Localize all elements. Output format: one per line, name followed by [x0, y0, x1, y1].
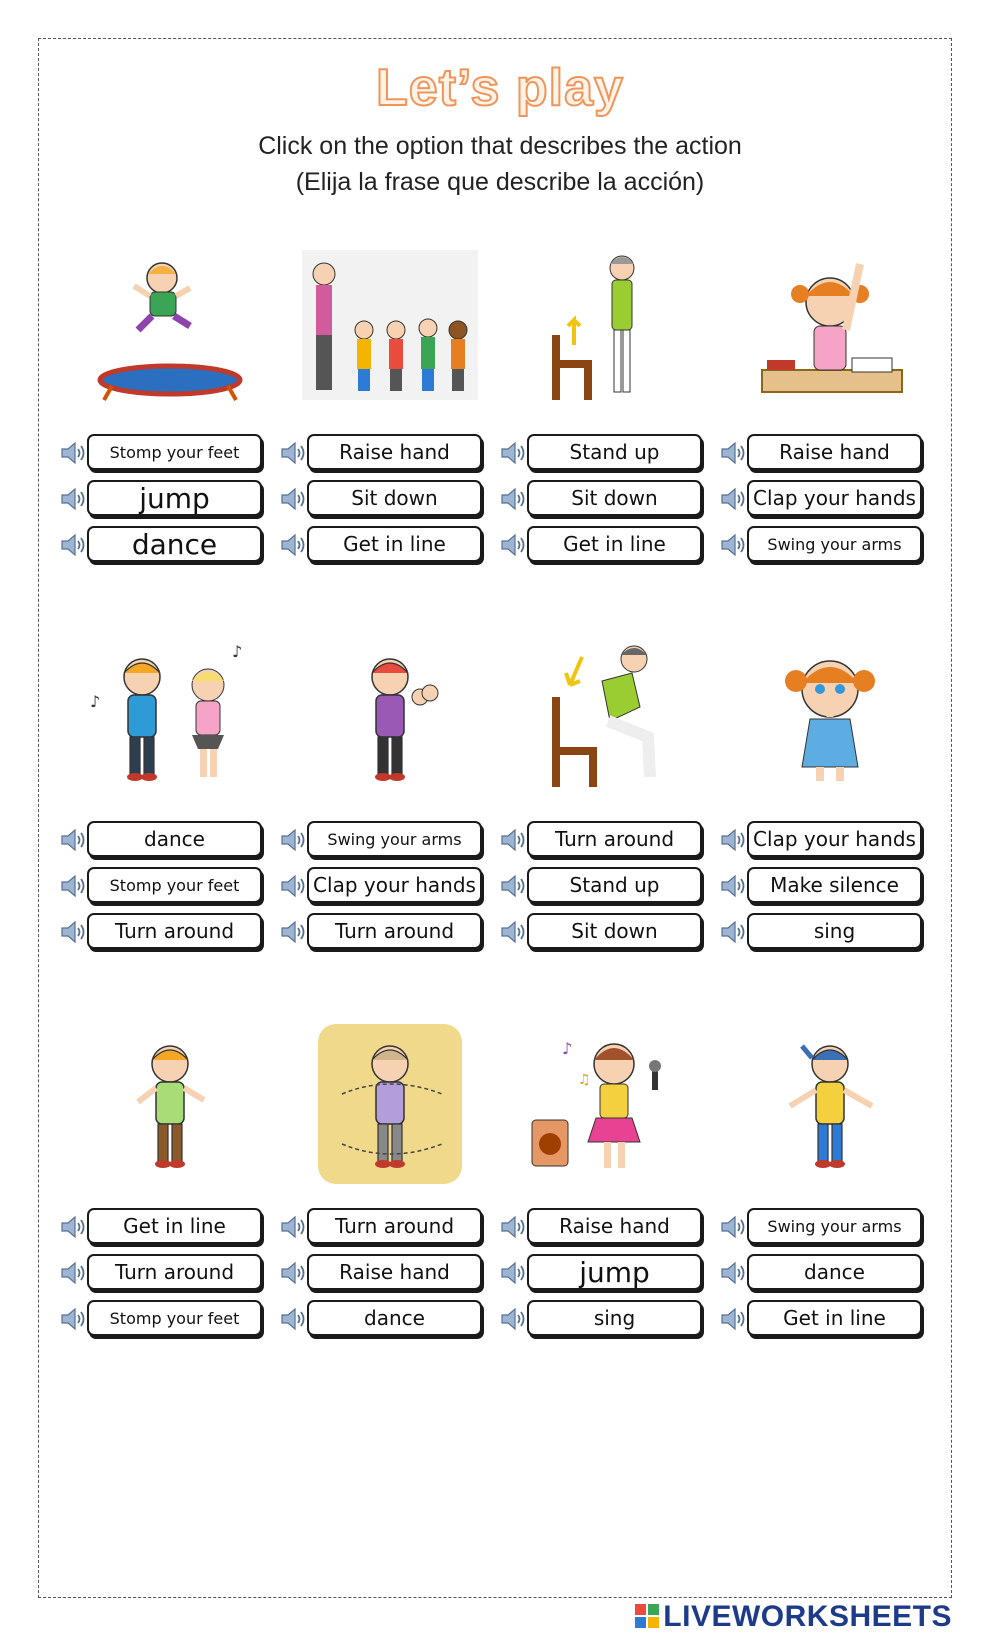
speaker-icon[interactable]	[720, 1260, 750, 1286]
speaker-icon[interactable]	[60, 532, 90, 558]
speaker-icon[interactable]	[720, 873, 750, 899]
speaker-icon[interactable]	[720, 919, 750, 945]
speaker-icon[interactable]	[720, 1306, 750, 1332]
answer-option-button[interactable]: Get in line	[527, 526, 702, 562]
speaker-icon[interactable]	[280, 919, 310, 945]
answer-option-button[interactable]: Swing your arms	[307, 821, 482, 857]
exercise-card	[60, 250, 280, 637]
answer-option-button[interactable]: Get in line	[747, 1300, 922, 1336]
svg-text:♫: ♫	[578, 1072, 591, 1088]
answer-option	[720, 478, 932, 524]
answer-option	[280, 1252, 492, 1298]
answer-option-button[interactable]: Raise hand	[307, 434, 482, 470]
man-sitting-down-illustration	[522, 637, 698, 797]
answer-option	[280, 432, 492, 478]
exercise-card	[60, 1024, 280, 1411]
speaker-icon[interactable]	[500, 873, 530, 899]
girl-raising-hand-illustration	[742, 250, 918, 410]
speaker-icon[interactable]	[720, 440, 750, 466]
answer-option-button[interactable]: dance	[307, 1300, 482, 1336]
answer-option-button[interactable]: Stomp your feet	[87, 867, 262, 903]
answer-option	[280, 819, 492, 865]
answer-options	[500, 1206, 712, 1344]
answer-option-button[interactable]: dance	[87, 821, 262, 857]
footer-brand	[634, 1600, 952, 1634]
answer-option	[720, 1298, 932, 1344]
speaker-icon[interactable]	[60, 919, 90, 945]
speaker-icon[interactable]	[500, 486, 530, 512]
exercise-card	[720, 1024, 940, 1411]
speaker-icon[interactable]	[500, 827, 530, 853]
answer-option-button[interactable]: Stomp your feet	[87, 434, 262, 470]
answer-option-button[interactable]: Clap your hands	[307, 867, 482, 903]
answer-option	[500, 432, 712, 478]
answer-options	[280, 432, 492, 570]
answer-option	[280, 1298, 492, 1344]
answer-option-button[interactable]: Sit down	[527, 913, 702, 949]
svg-text:♪: ♪	[90, 692, 101, 711]
girl-singing-illustration	[522, 1024, 698, 1184]
speaker-icon[interactable]	[60, 1214, 90, 1240]
answer-option-button[interactable]: Clap your hands	[747, 821, 922, 857]
answer-option-button[interactable]: Make silence	[747, 867, 922, 903]
answer-option	[500, 819, 712, 865]
children-dancing-illustration	[82, 637, 258, 797]
svg-text:♪: ♪	[232, 642, 243, 661]
exercise-card	[720, 637, 940, 1024]
speaker-icon[interactable]	[280, 1306, 310, 1332]
answer-option	[500, 524, 712, 570]
speaker-icon[interactable]	[280, 1214, 310, 1240]
answer-option	[60, 432, 272, 478]
answer-option	[720, 911, 932, 957]
answer-option-button[interactable]: dance	[87, 526, 262, 562]
exercise-card	[720, 250, 940, 637]
answer-options	[60, 432, 272, 570]
exercise-grid	[60, 250, 940, 1411]
answer-option-button[interactable]: Raise hand	[307, 1254, 482, 1290]
answer-option	[280, 911, 492, 957]
answer-option	[280, 524, 492, 570]
speaker-icon[interactable]	[280, 532, 310, 558]
child-jumping-trampoline-illustration	[82, 250, 258, 410]
svg-text:♪: ♪	[562, 1039, 573, 1058]
answer-option	[280, 865, 492, 911]
answer-option-button[interactable]: jump	[87, 480, 262, 516]
speaker-icon[interactable]	[500, 440, 530, 466]
answer-option	[60, 865, 272, 911]
answer-option	[60, 478, 272, 524]
speaker-icon[interactable]	[720, 827, 750, 853]
answer-options	[720, 432, 932, 570]
answer-option-button[interactable]: sing	[527, 1300, 702, 1336]
answer-option-button[interactable]: Get in line	[87, 1208, 262, 1244]
exercise-card	[60, 637, 280, 1024]
speaker-icon[interactable]	[60, 1306, 90, 1332]
exercise-card	[280, 637, 500, 1024]
exercise-card	[500, 1024, 720, 1411]
answer-option-button[interactable]: Stomp your feet	[87, 1300, 262, 1336]
answer-option	[720, 1252, 932, 1298]
answer-option-button[interactable]: jump	[527, 1254, 702, 1290]
speaker-icon[interactable]	[720, 1214, 750, 1240]
answer-option-button[interactable]: dance	[747, 1254, 922, 1290]
speaker-icon[interactable]	[60, 440, 90, 466]
speaker-icon[interactable]	[280, 827, 310, 853]
boy-stomping-feet-illustration	[82, 1024, 258, 1184]
speaker-icon[interactable]	[60, 486, 90, 512]
man-standing-up-from-chair-illustration	[522, 250, 698, 410]
answer-option-button[interactable]: Get in line	[307, 526, 482, 562]
answer-option-button[interactable]: Raise hand	[527, 1208, 702, 1244]
speaker-icon[interactable]	[280, 440, 310, 466]
answer-option-button[interactable]: Stand up	[527, 434, 702, 470]
answer-option	[280, 478, 492, 524]
boy-turning-around-illustration	[302, 1024, 478, 1184]
answer-option-button[interactable]: sing	[747, 913, 922, 949]
answer-options	[500, 432, 712, 570]
exercise-card	[280, 250, 500, 637]
exercise-card	[500, 637, 720, 1024]
answer-options	[60, 819, 272, 957]
speaker-icon[interactable]	[500, 1306, 530, 1332]
answer-option-button[interactable]: Clap your hands	[747, 480, 922, 516]
girl-making-silence-illustration	[742, 637, 918, 797]
speaker-icon[interactable]	[500, 919, 530, 945]
answer-option-button[interactable]: Sit down	[307, 480, 482, 516]
answer-option	[720, 524, 932, 570]
answer-option-button[interactable]: Sit down	[527, 480, 702, 516]
exercise-card	[280, 1024, 500, 1411]
answer-option	[500, 911, 712, 957]
answer-options	[500, 819, 712, 957]
answer-option-button[interactable]: Swing your arms	[747, 1208, 922, 1244]
speaker-icon[interactable]	[280, 486, 310, 512]
speaker-icon[interactable]	[280, 873, 310, 899]
boy-clapping-illustration	[302, 637, 478, 797]
answer-option-button[interactable]: Turn around	[87, 1254, 262, 1290]
answer-option	[500, 865, 712, 911]
answer-option-button[interactable]: Turn around	[307, 913, 482, 949]
answer-option	[500, 1206, 712, 1252]
answer-option	[60, 1206, 272, 1252]
speaker-icon[interactable]	[720, 486, 750, 512]
answer-option-button[interactable]: Swing your arms	[747, 526, 922, 562]
exercise-card	[500, 250, 720, 637]
answer-option	[500, 1298, 712, 1344]
answer-option	[500, 1252, 712, 1298]
answer-option	[720, 819, 932, 865]
speaker-icon[interactable]	[500, 1214, 530, 1240]
boy-swinging-arms-illustration	[742, 1024, 918, 1184]
page-title: Let’s play	[376, 59, 624, 117]
answer-option-button[interactable]: Turn around	[307, 1208, 482, 1244]
answer-option	[60, 524, 272, 570]
answer-option	[60, 1298, 272, 1344]
answer-option	[60, 819, 272, 865]
answer-option	[280, 1206, 492, 1252]
answer-options	[280, 1206, 492, 1344]
answer-option	[60, 1252, 272, 1298]
answer-option-button[interactable]: Turn around	[527, 821, 702, 857]
answer-option-button[interactable]: Raise hand	[747, 434, 922, 470]
answer-options	[720, 1206, 932, 1344]
answer-option	[720, 865, 932, 911]
answer-option	[720, 432, 932, 478]
speaker-icon[interactable]	[500, 1260, 530, 1286]
speaker-icon[interactable]	[60, 827, 90, 853]
answer-option	[720, 1206, 932, 1252]
answer-option-button[interactable]: Stand up	[527, 867, 702, 903]
instruction-spanish: (Elija la frase que describe la acción)	[295, 168, 705, 196]
speaker-icon[interactable]	[720, 532, 750, 558]
footer-brand-text: LIVEWORKSHEETS	[663, 1600, 952, 1633]
liveworksheets-logo-icon	[634, 1603, 660, 1629]
speaker-icon[interactable]	[60, 1260, 90, 1286]
teacher-children-in-line-illustration	[302, 250, 478, 410]
speaker-icon[interactable]	[280, 1260, 310, 1286]
answer-option-button[interactable]: Turn around	[87, 913, 262, 949]
answer-options	[60, 1206, 272, 1344]
answer-option	[60, 911, 272, 957]
speaker-icon[interactable]	[500, 532, 530, 558]
answer-options	[280, 819, 492, 957]
speaker-icon[interactable]	[60, 873, 90, 899]
instruction-english: Click on the option that describes the action	[258, 132, 742, 160]
answer-options	[720, 819, 932, 957]
answer-option	[500, 478, 712, 524]
